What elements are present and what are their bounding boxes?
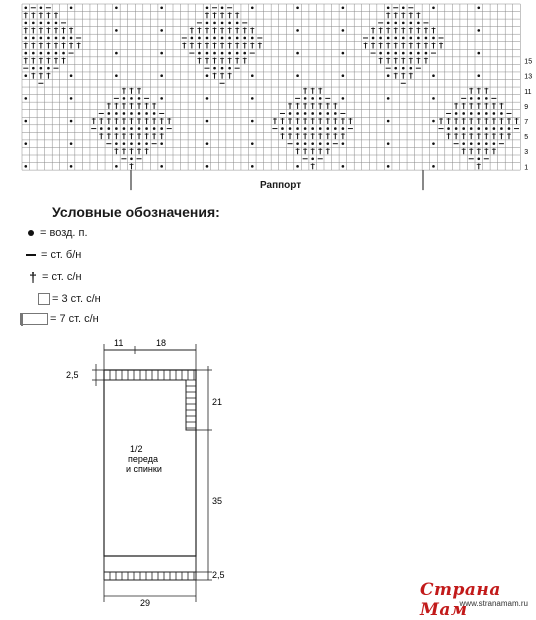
chain-dot <box>70 37 73 40</box>
dim-top-left: 11 <box>114 338 124 348</box>
chain-dot <box>40 52 43 55</box>
chain-dot <box>289 112 292 115</box>
chain-dot <box>228 37 231 40</box>
chain-dot <box>130 127 133 130</box>
chain-dot <box>319 97 322 100</box>
crochet-chart <box>0 0 536 200</box>
chain-dot <box>417 52 420 55</box>
chain-dot <box>387 22 390 25</box>
chain-dot <box>477 29 480 32</box>
chain-dot <box>251 120 254 123</box>
chain-dot <box>342 29 345 32</box>
chain-dot <box>198 37 201 40</box>
chain-dot <box>432 6 435 9</box>
chain-dot <box>221 37 224 40</box>
chain-dot <box>206 120 209 123</box>
chain-dot <box>387 37 390 40</box>
chain-dot <box>304 142 307 145</box>
chain-dot <box>206 97 209 100</box>
chain-dot <box>206 165 209 168</box>
chain-dot <box>160 74 163 77</box>
chain-dot <box>62 52 65 55</box>
chain-dot <box>500 112 503 115</box>
chain-dot <box>326 142 329 145</box>
chain-dot <box>206 74 209 77</box>
chain-dot <box>296 74 299 77</box>
chain-dot <box>425 37 428 40</box>
chain-dot <box>296 6 299 9</box>
chain-dot <box>296 112 299 115</box>
watermark-sub: www.stranamam.ru <box>459 599 528 608</box>
chain-dot <box>115 142 118 145</box>
chain-dot <box>160 29 163 32</box>
chain-dot <box>236 22 239 25</box>
dim-top-right: 18 <box>156 338 167 348</box>
chain-dot <box>153 112 156 115</box>
chain-dot <box>24 6 27 9</box>
chain-dot <box>40 67 43 70</box>
chain-dot <box>55 22 58 25</box>
chain-dot <box>115 52 118 55</box>
chain-dot <box>70 120 73 123</box>
row-number: 13 <box>524 73 533 81</box>
chain-dot <box>221 6 224 9</box>
chain-dot <box>160 52 163 55</box>
rapport-label: Раппорт <box>260 180 302 191</box>
chain-dot <box>470 112 473 115</box>
top-band-hatch <box>104 370 194 380</box>
chain-dot <box>24 22 27 25</box>
chain-dot <box>145 142 148 145</box>
chain-dot <box>145 127 148 130</box>
chain-dot <box>32 52 35 55</box>
cross-icon: † <box>29 269 37 285</box>
chain-dot <box>417 22 420 25</box>
chain-dot <box>342 6 345 9</box>
chain-dot <box>251 37 254 40</box>
chain-dot <box>304 112 307 115</box>
chain-dot <box>228 22 231 25</box>
chain-dot <box>160 97 163 100</box>
chain-dot <box>40 22 43 25</box>
dot-icon <box>28 230 34 236</box>
chain-dot <box>70 142 73 145</box>
chain-dot <box>160 165 163 168</box>
chain-dot <box>311 127 314 130</box>
chain-dot <box>485 127 488 130</box>
chain-dot <box>402 6 405 9</box>
chain-dot <box>55 37 58 40</box>
chain-dot <box>296 142 299 145</box>
chain-dot <box>387 6 390 9</box>
legend-text-sc: = ст. б/н <box>41 249 82 261</box>
chain-dot <box>130 112 133 115</box>
chain-dot <box>24 165 27 168</box>
chain-dot <box>24 37 27 40</box>
legend-text-dc: = ст. с/н <box>42 271 82 283</box>
chain-dot <box>206 37 209 40</box>
chain-dot <box>477 157 480 160</box>
chain-dot <box>221 22 224 25</box>
center-label-3: и спинки <box>126 464 162 474</box>
chain-dot <box>311 97 314 100</box>
chain-dot <box>319 142 322 145</box>
chain-dot <box>485 142 488 145</box>
dash-icon <box>26 254 36 256</box>
chain-dot <box>410 67 413 70</box>
chain-dot <box>138 127 141 130</box>
chain-dot <box>342 97 345 100</box>
chain-dot <box>462 112 465 115</box>
chain-dot <box>493 127 496 130</box>
chain-dot <box>251 97 254 100</box>
center-label-2: переда <box>128 454 158 464</box>
row-number: 9 <box>524 103 529 111</box>
schema-drawing <box>0 330 536 610</box>
chain-dot <box>394 67 397 70</box>
chain-dot <box>115 112 118 115</box>
chain-dot <box>432 165 435 168</box>
chain-dot <box>130 97 133 100</box>
chain-dot <box>213 67 216 70</box>
chain-dot <box>100 127 103 130</box>
chain-dot <box>191 37 194 40</box>
row-number: 3 <box>524 149 529 157</box>
chain-dot <box>138 142 141 145</box>
chain-dot <box>251 6 254 9</box>
legend-title: Условные обозначения: <box>52 204 220 220</box>
chain-dot <box>455 127 458 130</box>
chain-dot <box>387 142 390 145</box>
chain-dot <box>24 142 27 145</box>
chain-dot <box>311 142 314 145</box>
box7-icon <box>20 313 48 325</box>
legend-row-chain <box>20 224 88 242</box>
chain-dot <box>410 37 413 40</box>
legend-row-dc <box>20 268 82 286</box>
chain-dot <box>334 112 337 115</box>
chain-dot <box>228 67 231 70</box>
chain-dot <box>326 112 329 115</box>
chain-dot <box>47 52 50 55</box>
chain-dot <box>213 22 216 25</box>
watermark-main: Страна Мам <box>420 580 501 620</box>
chain-dot <box>379 37 382 40</box>
chain-dot <box>221 52 224 55</box>
legend-text-3dc: = 3 ст. с/н <box>52 293 101 305</box>
chain-dot <box>115 6 118 9</box>
chain-dot <box>160 6 163 9</box>
watermark-logo <box>420 580 536 620</box>
chain-dot <box>319 127 322 130</box>
legend-text-7dc: = 7 ст. с/н <box>50 313 99 325</box>
chain-dot <box>206 22 209 25</box>
chain-dot <box>326 127 329 130</box>
dim-left-band: 2,5 <box>66 370 79 380</box>
chain-dot <box>40 6 43 9</box>
chain-dot <box>62 37 65 40</box>
chain-dot <box>243 37 246 40</box>
chain-dot <box>387 74 390 77</box>
chain-dot <box>138 97 141 100</box>
chain-dot <box>432 120 435 123</box>
chain-dot <box>432 97 435 100</box>
chain-dot <box>47 37 50 40</box>
chain-dot <box>402 67 405 70</box>
chain-dot <box>477 142 480 145</box>
chain-dot <box>296 127 299 130</box>
box-icon <box>38 293 50 305</box>
chain-dot <box>70 6 73 9</box>
chain-dot <box>296 52 299 55</box>
chain-dot <box>372 37 375 40</box>
row-number: 1 <box>524 164 529 172</box>
chain-dot <box>417 37 420 40</box>
chain-dot <box>115 165 118 168</box>
chain-dot <box>477 112 480 115</box>
chain-dot <box>213 37 216 40</box>
chain-dot <box>379 52 382 55</box>
garment-schema <box>0 330 536 610</box>
chain-dot <box>493 112 496 115</box>
chain-dot <box>108 112 111 115</box>
chain-dot <box>455 112 458 115</box>
center-label-1: 1/2 <box>130 444 143 454</box>
chain-dot <box>394 22 397 25</box>
chain-dot <box>477 74 480 77</box>
grid-lines <box>22 4 520 170</box>
chain-dot <box>387 52 390 55</box>
chain-dot <box>115 127 118 130</box>
chain-dot <box>130 157 133 160</box>
chain-dot <box>342 142 345 145</box>
chain-dot <box>145 112 148 115</box>
chain-dot <box>477 6 480 9</box>
chain-dot <box>251 142 254 145</box>
chain-dot <box>304 127 307 130</box>
chain-dot <box>402 52 405 55</box>
chain-dot <box>342 127 345 130</box>
chain-dot <box>243 52 246 55</box>
chain-dot <box>32 67 35 70</box>
chain-dot <box>432 142 435 145</box>
chain-dot <box>342 52 345 55</box>
chain-dot <box>251 165 254 168</box>
dim-right-lower: 35 <box>212 496 223 506</box>
chain-dot <box>311 157 314 160</box>
chain-dot <box>493 142 496 145</box>
chain-dot <box>342 165 345 168</box>
chain-dot <box>55 52 58 55</box>
chain-dot <box>508 127 511 130</box>
chain-dot <box>394 37 397 40</box>
chain-dot <box>206 6 209 9</box>
chain-dot <box>24 52 27 55</box>
chain-dot <box>387 120 390 123</box>
right-band-hatch <box>186 380 196 428</box>
chain-dot <box>311 112 314 115</box>
chain-dot <box>485 97 488 100</box>
chain-dot <box>251 74 254 77</box>
chain-dot <box>198 52 201 55</box>
chain-dot <box>485 112 488 115</box>
row-number: 5 <box>524 134 529 142</box>
chain-dot <box>123 112 126 115</box>
bottom-band-hatch <box>104 572 194 580</box>
chain-dot <box>70 97 73 100</box>
chain-dot <box>462 127 465 130</box>
chain-dot <box>432 37 435 40</box>
chain-dot <box>206 142 209 145</box>
chain-dot <box>213 52 216 55</box>
chain-dot <box>24 120 27 123</box>
chain-dot <box>447 127 450 130</box>
chain-dot <box>289 127 292 130</box>
chain-dot <box>402 22 405 25</box>
chain-dot <box>160 127 163 130</box>
chain-dot <box>402 37 405 40</box>
legend-row-7dc <box>20 310 99 328</box>
chain-dot <box>115 29 118 32</box>
chain-dot <box>410 52 413 55</box>
chain-dot <box>123 97 126 100</box>
chain-dot <box>236 37 239 40</box>
chain-dot <box>296 29 299 32</box>
chain-dot <box>432 74 435 77</box>
chain-dot <box>40 37 43 40</box>
chain-dot <box>221 67 224 70</box>
chain-dot <box>387 97 390 100</box>
chain-dot <box>24 74 27 77</box>
chain-dot <box>462 142 465 145</box>
chain-dot <box>47 22 50 25</box>
chain-dot <box>32 37 35 40</box>
chain-dot <box>108 127 111 130</box>
legend-row-sc <box>20 246 81 264</box>
dim-bottom-band: 2,5 <box>212 570 225 580</box>
chain-dot <box>123 127 126 130</box>
chain-dot <box>115 74 118 77</box>
chain-dot <box>206 52 209 55</box>
chain-dot <box>500 127 503 130</box>
chain-dot <box>123 142 126 145</box>
chain-dot <box>47 67 50 70</box>
chain-dot <box>296 165 299 168</box>
chain-dot <box>153 127 156 130</box>
chain-dot <box>130 142 133 145</box>
chain-dot <box>32 22 35 25</box>
chain-dot <box>477 52 480 55</box>
chain-dot <box>319 112 322 115</box>
chain-dot <box>160 142 163 145</box>
chain-dot <box>470 142 473 145</box>
legend-row-3dc <box>20 290 101 308</box>
chain-dot <box>334 127 337 130</box>
legend <box>20 204 280 324</box>
chain-dot <box>394 52 397 55</box>
chain-dot <box>410 22 413 25</box>
chain-dot <box>236 52 239 55</box>
dim-bottom-width: 29 <box>140 598 151 608</box>
chain-dot <box>470 127 473 130</box>
chain-dot <box>281 127 284 130</box>
chain-dot <box>425 52 428 55</box>
chain-dot <box>477 97 480 100</box>
dim-right-upper: 21 <box>212 397 223 407</box>
chain-dot <box>138 112 141 115</box>
chain-dot <box>470 97 473 100</box>
row-number: 11 <box>524 88 532 96</box>
chain-dot <box>24 97 27 100</box>
chain-dot <box>70 165 73 168</box>
chain-dot <box>387 165 390 168</box>
chain-dot <box>477 127 480 130</box>
row-number: 15 <box>524 58 533 66</box>
row-number: 7 <box>524 119 529 127</box>
chain-dot <box>228 52 231 55</box>
chain-dot <box>304 97 307 100</box>
crochet-grid <box>0 0 536 200</box>
chain-dot <box>342 74 345 77</box>
legend-text-chain: = возд. п. <box>40 227 88 239</box>
chain-dot <box>70 74 73 77</box>
